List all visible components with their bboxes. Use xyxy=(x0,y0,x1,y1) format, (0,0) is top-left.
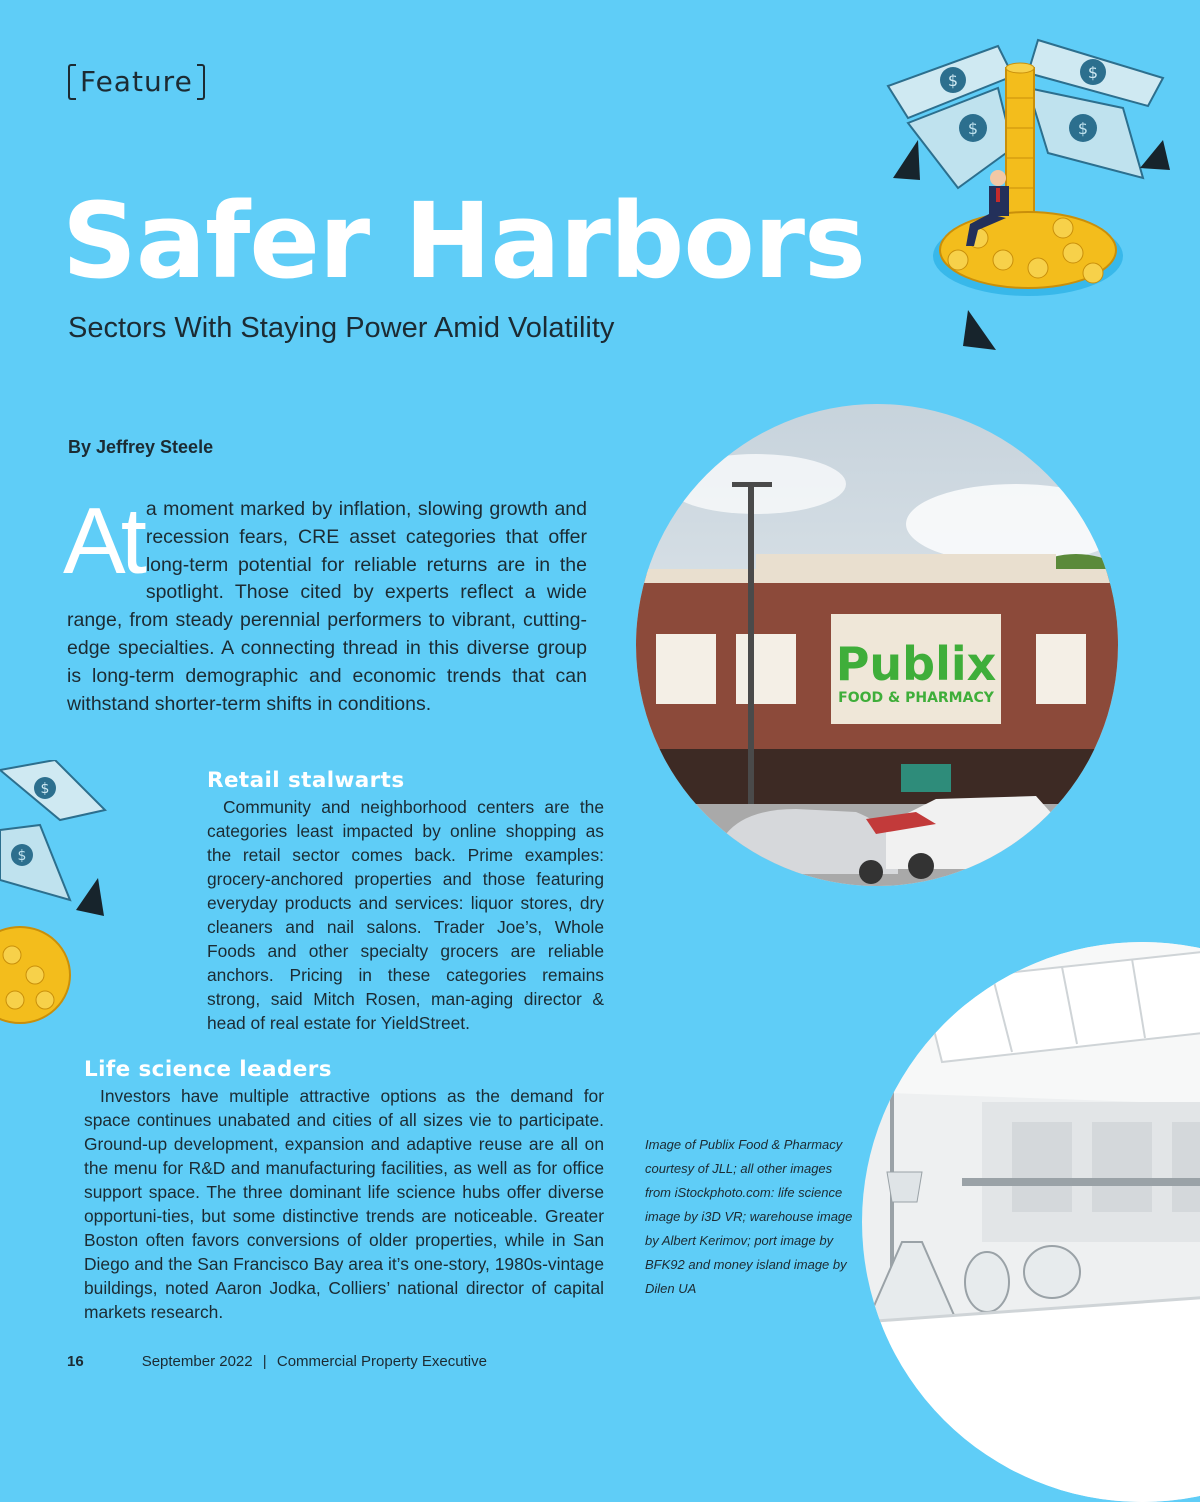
retail-body: Community and neighborhood centers are the categories least impacted by online shopping as the retail sector comes back. Prime examples: grocery-anchored properties and those featuring everyday products and services: liquor stores, dry cleaners and nail salons. Trader Joe’s, Whole Foods and other specialty grocers are reliable anchors. Pricing in these categories remains strong, said Mitch Rosen, man-aging director & head of real estate for YieldStreet. xyxy=(207,797,604,1033)
article-subtitle: Sectors With Staying Power Amid Volatility xyxy=(68,312,615,344)
lab-photo xyxy=(862,942,1200,1502)
svg-text:$: $ xyxy=(1087,63,1099,82)
money-island-illustration xyxy=(878,28,1178,363)
shark-fin-icon xyxy=(893,140,920,180)
svg-text:$: $ xyxy=(40,781,50,797)
money-bill-icon xyxy=(1028,88,1143,178)
footer-separator: | xyxy=(262,1353,267,1370)
svg-text:$: $ xyxy=(17,848,27,864)
coin-island-icon xyxy=(0,927,70,1023)
life-science-heading: Life science leaders xyxy=(84,1057,332,1082)
page-number: 16 xyxy=(67,1353,84,1370)
intro-paragraph xyxy=(63,488,587,718)
publix-store-photo xyxy=(636,404,1118,886)
svg-text:$: $ xyxy=(967,119,979,138)
section-tag-label: Feature xyxy=(80,65,193,98)
intro-text: a moment marked by inflation, slowing growth and recession fears, CRE asset categories that offer long-term potential for reliable returns are in the spotlight. Those cited by experts reflect a wide range, from steady perennial performers to vibrant, cutting-edge specialties. A connecting thread in this diverse group is long-term demographic and economic trends that can withstand shorter-term shifts in conditions. xyxy=(67,498,587,715)
article-title: Safer Harbors xyxy=(62,180,865,302)
byline: By Jeffrey Steele xyxy=(68,437,214,457)
shark-fin-icon xyxy=(963,310,996,350)
money-bill-icon xyxy=(0,825,70,900)
money-bill-icon xyxy=(0,760,105,820)
svg-text:$: $ xyxy=(1077,119,1089,138)
publix-sign-brand: Publix xyxy=(835,637,997,691)
svg-text:$: $ xyxy=(947,71,959,90)
section-tag xyxy=(68,64,205,100)
coin-island-icon xyxy=(933,212,1123,296)
money-island-edge-illustration xyxy=(0,760,112,1030)
page-footer xyxy=(67,1353,487,1370)
issue-date: September 2022 xyxy=(141,1353,253,1370)
shark-fin-icon xyxy=(76,878,104,916)
retail-heading: Retail stalwarts xyxy=(207,768,405,793)
drop-cap: At xyxy=(63,488,142,593)
life-science-body: Investors have multiple attractive options as the demand for space continues unabated and cities of all sizes vie to participate. Ground-up development, expansion and adaptive reuse are all on the menu for R&D and manufacturing facilities, as well as for office support space. The three dominant life science hubs offer diverse opportuni-ties, but some distinctive trends are noticeable. Greater Boston often favors conversions of older properties, while in San Diego and the San Francisco Bay area it’s one-story, 1980s-vintage buildings, noted Aaron Jodka, Colliers’ national director of capital markets research. xyxy=(84,1086,604,1322)
publix-sign-tagline: FOOD & PHARMACY xyxy=(838,690,994,706)
publication-name: Commercial Property Executive xyxy=(276,1353,487,1370)
shark-fin-icon xyxy=(1140,140,1170,170)
photo-credit: Image of Publix Food & Pharmacy courtesy of JLL; all other images from iStockphoto.com: life science image by i3D VR; warehouse image by Albert Kerimov; port image by BFK92 and money island image by Dilen UA xyxy=(645,1137,853,1296)
